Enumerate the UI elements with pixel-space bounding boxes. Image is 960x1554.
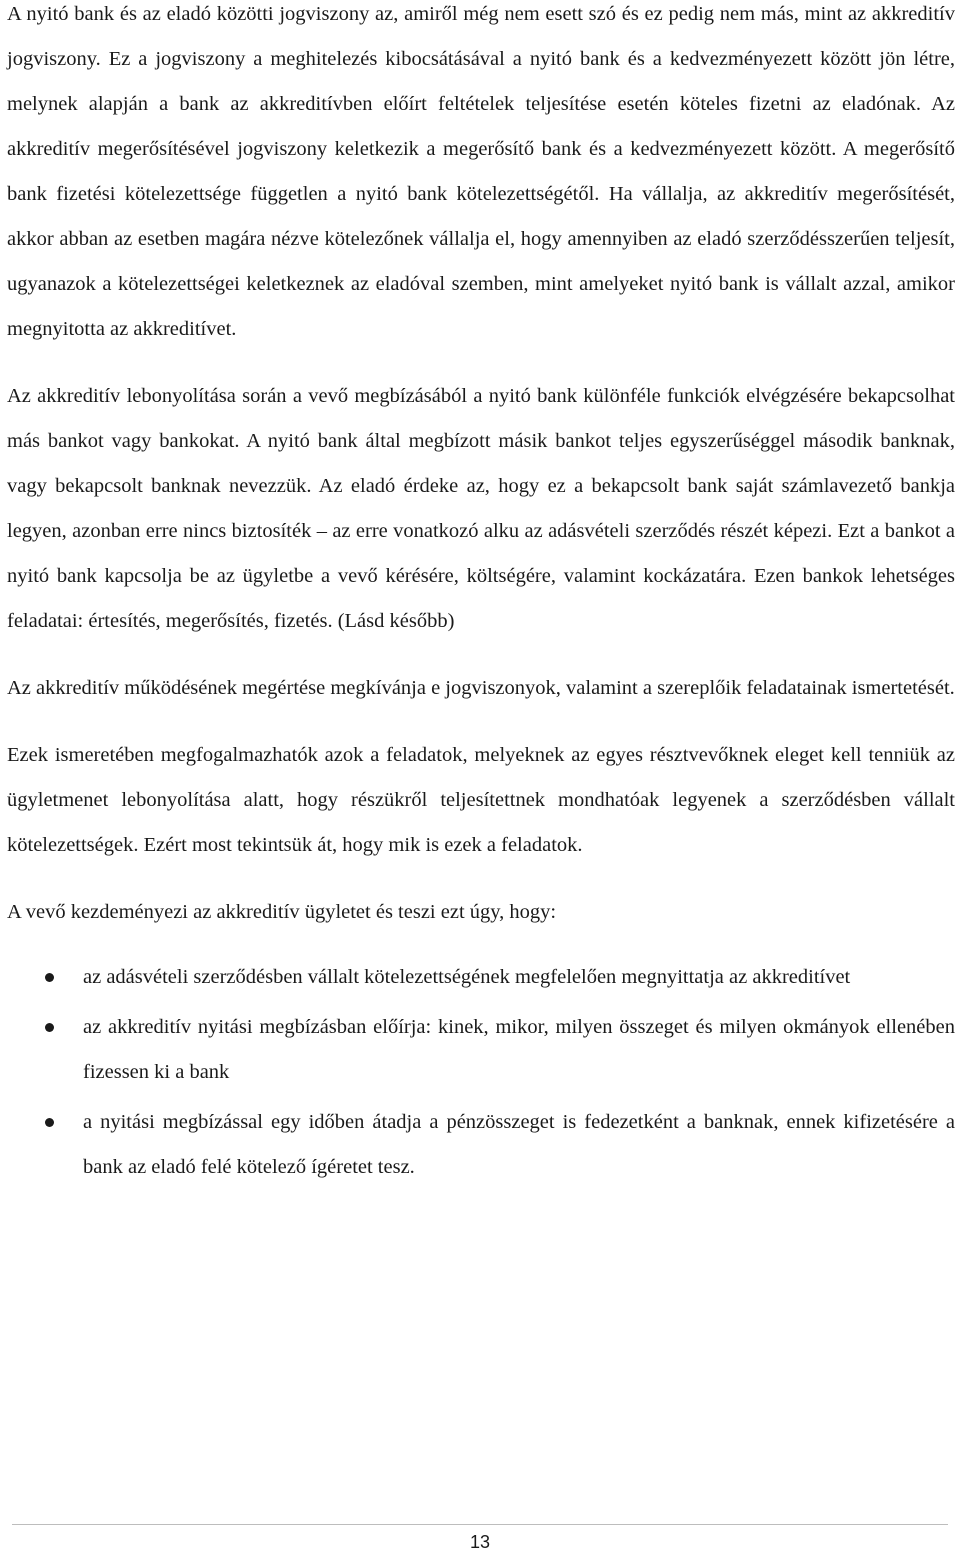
list-item — [7, 1100, 955, 1190]
bullet-icon — [45, 973, 54, 982]
bullet-list — [7, 955, 955, 1190]
list-item — [7, 955, 955, 1000]
paragraph-feladatok: Ezek ismeretében megfogalmazhatók azok a feladatok, melyeknek az egyes résztvevőknek eleget kell tenniük az ügyletmenet lebonyolítása alatt, hogy részükről teljesítettnek mondhatóak legyenek a szerződésben vállalt kötelezettségek. Ezért most tekintsük át, hogy mik is ezek a feladatok. — [7, 744, 955, 856]
paragraph-vevo-intro: A vevő kezdeményezi az akkreditív ügyletet és teszi ezt úgy, hogy: — [7, 901, 557, 923]
page-number: 13 — [469, 1532, 491, 1552]
list-item-text: az akkreditív nyitási megbízásban előírja: kinek, mikor, milyen összeget és milyen okmányok ellenében fizessen ki a bank — [83, 1016, 955, 1083]
list-item — [7, 1005, 955, 1095]
paragraph-akkreditiv-jogviszony: A nyitó bank és az eladó közötti jogviszony az, amiről még nem esett szó és ez pedig nem más, mint az akkreditív jogviszony. Ez a jogviszony a meghitelezés kibocsátásával a nyitó bank és a kedvezményezett között jön létre, melynek alapján a bank az akkreditívben előírt feltételek teljesítése esetén köteles fizetni az eladónak. Az akkreditív megerősítésével jogviszony keletkezik a megerősítő bank és a kedvezményezett között. A megerősítő bank fizetési kötelezettsége független a nyitó bank kötelezettségétől. Ha vállalja, az akkreditív megerősítését, akkor abban az esetben magára nézve kötelezőnek vállalja el, hogy amennyiben az eladó szerződésszerűen teljesít, ugyanazok a kötelezettségei keletkeznek az eladóval szemben, mint amelyeket nyitó bank is vállalt azzal, amikor megnyitotta az akkreditívet. — [7, 3, 955, 340]
document-page — [7, 0, 955, 1195]
bullet-icon — [45, 1023, 54, 1032]
list-item-text: a nyitási megbízással egy időben átadja a pénzösszeget is fedezetként a banknak, ennek kifizetésére a bank az eladó felé kötelező ígéretet tesz. — [83, 1111, 955, 1178]
paragraph-mukodes: Az akkreditív működésének megértése megkívánja e jogviszonyok, valamint a szereplőik feladatainak ismertetését. — [7, 677, 955, 699]
paragraph-lebonyolitas: Az akkreditív lebonyolítása során a vevő megbízásából a nyitó bank különféle funkciók elvégzésére bekapcsolhat más bankot vagy bankokat. A nyitó bank által megbízott másik bankot teljes egyszerűséggel második banknak, vagy bekapcsolt banknak nevezzük. Az eladó érdeke az, hogy ez a bekapcsolt bank saját számlavezető bankja legyen, azonban erre nincs biztosíték – az erre vonatkozó alku az adásvételi szerződés részét képezi. Ezt a bankot a nyitó bank kapcsolja be az ügyletbe a vevő kérésére, költségére, valamint kockázatára. Ezen bankok lehetséges feladatai: értesítés, megerősítés, fizetés. (Lásd később) — [7, 385, 955, 632]
list-item-text: az adásvételi szerződésben vállalt kötelezettségének megfelelően megnyittatja az akkreditívet — [83, 966, 851, 988]
footer-divider — [12, 1524, 948, 1525]
bullet-icon — [45, 1118, 54, 1127]
